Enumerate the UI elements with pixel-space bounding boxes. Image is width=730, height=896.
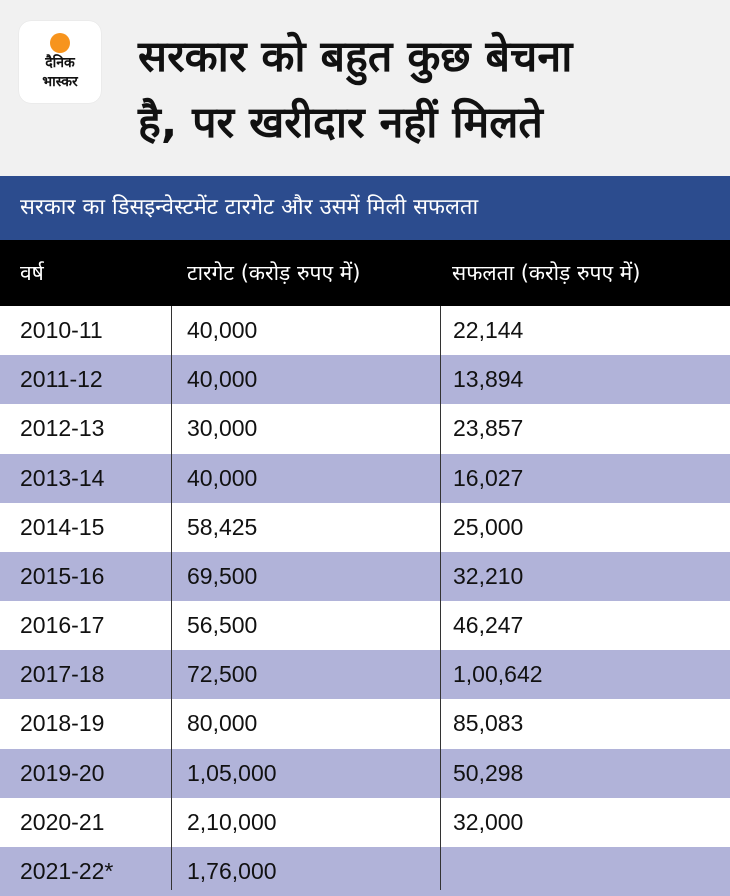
cell-target: 40,000 [187, 366, 258, 393]
table-row [0, 355, 730, 404]
cell-year: 2017-18 [20, 661, 105, 688]
headline-line2: है, पर खरीदार नहीं मिलते [138, 98, 543, 148]
table-header [0, 240, 730, 306]
cell-target: 80,000 [187, 710, 258, 737]
cell-year: 2014-15 [20, 513, 105, 540]
cell-year: 2012-13 [20, 415, 105, 442]
cell-year: 2011-12 [20, 366, 103, 393]
cell-achieved: 85,083 [453, 710, 524, 737]
cell-achieved: 32,000 [453, 808, 524, 835]
cell-year: 2010-11 [20, 317, 103, 343]
table-row [0, 650, 730, 699]
cell-target: 69,500 [187, 562, 258, 589]
column-divider [440, 306, 441, 890]
column-divider [171, 306, 172, 890]
logo-text-line1: दैनिक [45, 55, 75, 71]
table-row [0, 404, 730, 453]
column-header-year: वर्ष [20, 261, 44, 285]
cell-target: 30,000 [187, 415, 258, 442]
dainik-bhaskar-logo [19, 21, 101, 103]
cell-achieved: 32,210 [453, 562, 524, 589]
table-row [0, 306, 730, 355]
cell-achieved: 13,894 [453, 366, 524, 393]
table-body [0, 306, 730, 890]
cell-target: 58,425 [187, 513, 258, 540]
cell-year: 2015-16 [20, 562, 105, 589]
table-row [0, 454, 730, 503]
table-row [0, 749, 730, 798]
cell-target: 72,500 [187, 661, 258, 688]
table-title-bar [0, 176, 730, 240]
cell-achieved: 16,027 [453, 464, 524, 491]
cell-target: 56,500 [187, 612, 258, 639]
cell-year: 2016-17 [20, 612, 105, 639]
cell-achieved: 46,247 [453, 612, 524, 639]
headline [138, 24, 718, 156]
table-row [0, 798, 730, 847]
cell-year: 2019-20 [20, 759, 105, 786]
cell-target: 1,05,000 [187, 759, 277, 786]
headline-line1: सरकार को बहुत कुछ बेचना [138, 32, 573, 82]
column-header-achieved: सफलता (करोड़ रुपए में) [452, 261, 641, 285]
column-header-target: टारगेट (करोड़ रुपए में) [187, 261, 361, 285]
table-row [0, 847, 730, 896]
cell-year: 2018-19 [20, 710, 105, 737]
table-row [0, 601, 730, 650]
cell-achieved: 1,00,642 [453, 661, 543, 688]
logo-text-line2: भास्कर [42, 74, 78, 90]
cell-achieved: 50,298 [453, 759, 524, 786]
table-row [0, 552, 730, 601]
cell-target: 40,000 [187, 317, 258, 343]
cell-achieved: 23,857 [453, 415, 524, 442]
table-title: सरकार का डिसइन्वेस्टमेंट टारगेट और उसमें मिली सफलता [20, 195, 479, 220]
header [0, 0, 730, 176]
table-row [0, 503, 730, 552]
cell-target: 40,000 [187, 464, 258, 491]
table-row [0, 699, 730, 748]
sun-icon [50, 33, 70, 53]
cell-year: 2013-14 [20, 464, 105, 491]
cell-year: 2021-22* [20, 857, 114, 884]
cell-achieved: 25,000 [453, 513, 524, 540]
cell-target: 1,76,000 [187, 857, 277, 884]
cell-year: 2020-21 [20, 808, 105, 835]
cell-achieved: 22,144 [453, 317, 524, 343]
cell-target: 2,10,000 [187, 808, 277, 835]
